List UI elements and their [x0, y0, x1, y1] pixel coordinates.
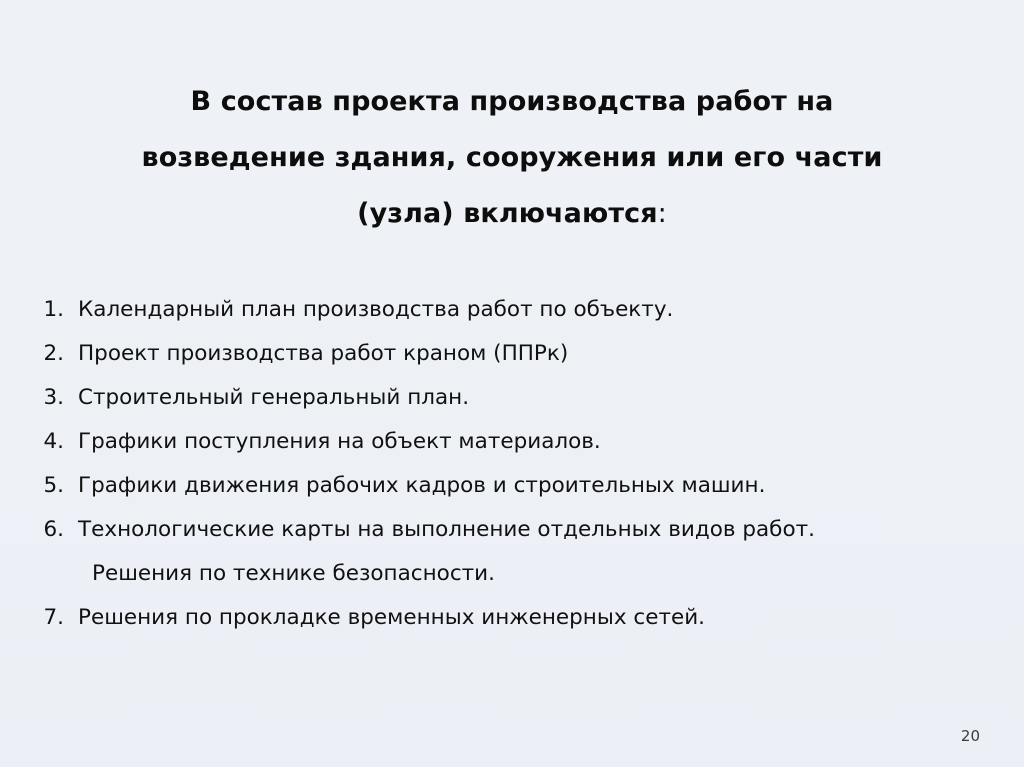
list-item-number: 1. — [43, 297, 64, 322]
list-item-number: 6. — [43, 517, 64, 542]
list-item-label: Графики движения рабочих кадров и строительных машин. — [78, 473, 766, 498]
list-item — [36, 332, 988, 376]
title-line-3 — [96, 186, 928, 242]
list-item-label: Технологические карты на выполнение отдельных видов работ. — [78, 517, 815, 542]
list-item-number: 3. — [43, 385, 64, 410]
title-line-3-text: (узла) включаются — [357, 198, 658, 229]
title-line-2: возведение здания, сооружения или его части — [141, 142, 883, 173]
page-number: 20 — [960, 727, 980, 745]
list-item — [36, 464, 988, 508]
slide-title — [96, 74, 928, 242]
list-item-label: Решения по прокладке временных инженерных сетей. — [78, 605, 706, 630]
title-line-1: В состав проекта производства работ на — [190, 86, 834, 117]
title-colon: : — [657, 198, 667, 229]
numbered-list — [36, 288, 988, 640]
list-item-number: 7. — [43, 605, 64, 630]
list-item-label: Календарный план производства работ по объекту. — [78, 297, 674, 322]
list-item — [36, 596, 988, 640]
list-item-number: 5. — [43, 473, 64, 498]
list-item — [36, 420, 988, 464]
list-item-label: Графики поступления на объект материалов. — [78, 429, 601, 454]
list-item — [36, 288, 988, 332]
list-item-label: Строительный генеральный план. — [78, 385, 470, 410]
list-item-label: Проект производства работ краном (ППРк) — [78, 341, 569, 366]
list-item-continuation: Решения по технике безопасности. — [92, 561, 495, 586]
list-item-number: 4. — [43, 429, 64, 454]
list-item-number: 2. — [43, 341, 64, 366]
list-item — [36, 376, 988, 420]
list-item — [36, 508, 988, 552]
